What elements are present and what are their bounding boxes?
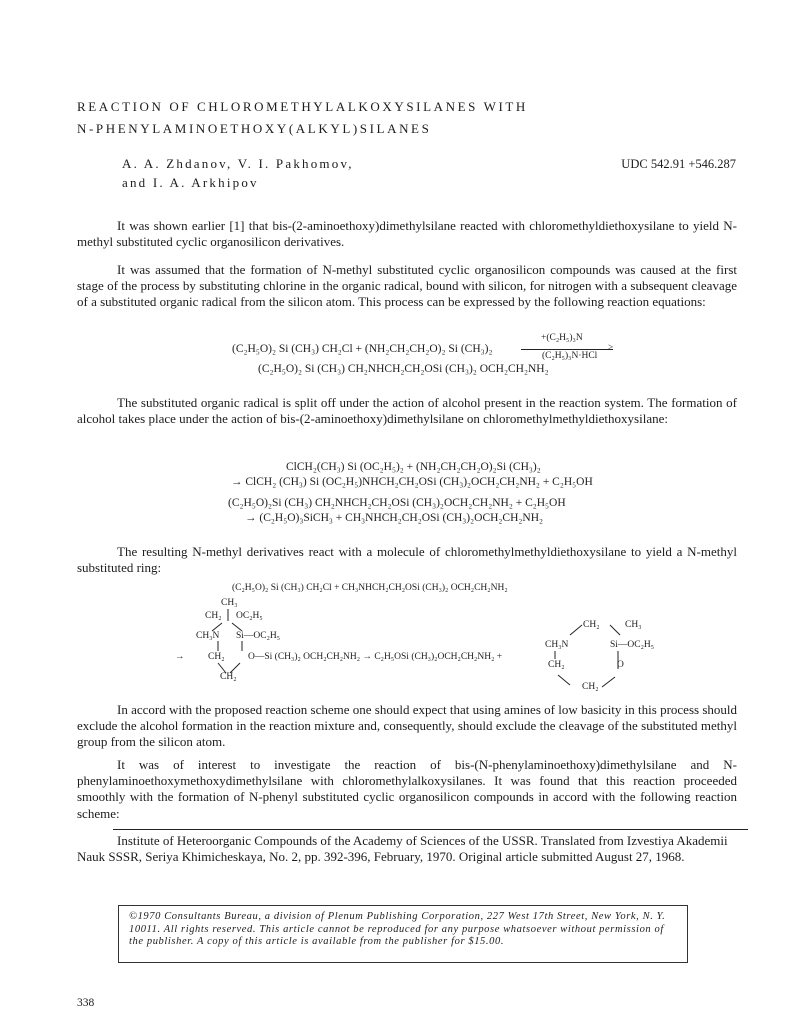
ring2-ch2b: CH₂ xyxy=(548,660,565,670)
copyright-text: ©1970 Consultants Bureau, a division of Plenum Publishing Corporation, 227 West 17th Street, New York, N. Y. 10011. All rights reserved. This article cannot be reproduced for any purpose whatsoever without permission of the publisher. A copy of this article is available from the publisher for $15.00. xyxy=(129,911,666,947)
equation-1-reactants: (C₂H₅O)₂ Si (CH₃) CH₂Cl + (NH₂CH₂CH₂O)₂ Si (CH₃)₂ xyxy=(232,343,493,355)
ring2-si: Si—OC₂H₅ xyxy=(610,640,655,650)
ring-ch3-label: CH₃ xyxy=(221,598,238,608)
paragraph-5: In accord with the proposed reaction scheme one should expect that using amines of low basicity in this process should exclude the alcohol formation in the reaction mixture and, consequently, should exclude the cleavage of the substituted methyl group from the silicon atom. xyxy=(77,702,737,750)
equation-2-reactants: ClCH₂(CH₃) Si (OC₂H₅)₂ + (NH₂CH₂CH₂O)₂Si (CH₃)₂ xyxy=(286,461,541,473)
equation-1-product: (C₂H₅O)₂ Si (CH₃) CH₂NHCH₂CH₂OSi (CH₃)₂ OCH₂CH₂NH₂ xyxy=(258,363,549,375)
paragraph-6: It was of interest to investigate the reaction of bis-(N-phenylaminoethoxy)dimethylsilane and N-phenylaminoethoxymethoxydimethylsilane with chloromethylalkoxysilanes. It was found that this reaction proceeded smoothly with the formation of N-phenyl substituted cyclic organosilicon compounds in accord with the following reaction scheme: xyxy=(77,757,737,821)
ring2-ch3n: CH₃N xyxy=(545,640,569,650)
affiliation-footnote: Institute of Heteroorganic Compounds of the Academy of Sciences of the USSR. Translated from Izvestiya Akademii Nauk SSSR, Seriya Khimicheskaya, No. 2, pp. 392-396, February, 1970. Original article submitted August 27, 1968. xyxy=(77,833,728,864)
page-number: 338 xyxy=(77,997,95,1009)
equation-1-reagent: +(C₂H₅)₃N xyxy=(541,333,583,343)
ring2-o: O xyxy=(617,660,624,670)
authors xyxy=(122,154,354,192)
ring2-ch2c: CH₂ xyxy=(582,682,599,692)
equation-3-reactants: (C₂H₅O)₂Si (CH₃) CH₂NHCH₂CH₂OSi (CH₃)₂OCH₂CH₂NH₂ + C₂H₅OH xyxy=(228,497,566,509)
authors-line-1: A. A. Zhdanov, V. I. Pakhomov, xyxy=(122,156,354,171)
ring2-ch3: CH₃ xyxy=(625,620,642,630)
copyright-box xyxy=(118,905,688,963)
ring-ch2-last: CH₂ xyxy=(220,672,237,682)
udc-code: UDC 542.91 +546.287 xyxy=(621,157,736,171)
ring2-ch2: CH₂ xyxy=(583,620,600,630)
equation-1-arrow xyxy=(521,349,613,350)
ring-oc2h5-top: OC₂H₅ xyxy=(236,611,263,621)
footnote-rule xyxy=(113,829,748,830)
ring-reaction-arrow: → xyxy=(175,652,185,662)
equation-4-reactants: (C₂H₅O)₂ Si (CH₃) CH₂Cl + CH₃NHCH₂CH₂OSi (CH₃)₂ OCH₂CH₂NH₂ xyxy=(232,583,508,593)
equation-2-products: → ClCH₂ (CH₃) Si (OC₂H₅)NHCH₂CH₂OSi (CH₃)₂OCH₂CH₂NH₂ + C₂H₅OH xyxy=(231,476,593,488)
ring-ch2-top: CH₂ xyxy=(205,611,222,621)
ring-o-si-chain: O—Si (CH₃)₂ OCH₂CH₂NH₂ → C₂H₅OSi (CH₃)₂OCH₂CH₂NH₂ + xyxy=(248,652,503,662)
ring-si-oc2h5: Si—OC₂H₅ xyxy=(236,631,281,641)
title-line-1: REACTION OF CHLOROMETHYLALKOXYSILANES WITH xyxy=(77,99,528,114)
article-title xyxy=(77,96,737,140)
paragraph-2: It was assumed that the formation of N-methyl substituted cyclic organosilicon compounds was caused at the first stage of the process by substituting chlorine in the organic radical, bound with silicon, for nitrogen with a subsequent cleavage of a substituted organic radical from the silicon atom. This process can be expressed by the following reaction equations: xyxy=(77,262,737,310)
paragraph-4: The resulting N-methyl derivatives react with a molecule of chloromethylmethyldiethoxysilane to yield a N-methyl substituted ring: xyxy=(77,544,737,576)
equation-1-arrowhead: > xyxy=(608,342,614,352)
authors-line-2: and I. A. Arkhipov xyxy=(122,175,259,190)
paragraph-1: It was shown earlier [1] that bis-(2-aminoethoxy)dimethylsilane reacted with chloromethyldiethoxysilane to yield N-methyl substituted cyclic organosilicon derivatives. xyxy=(77,218,737,250)
equation-1-byproduct: (C₂H₅)₃N·HCl xyxy=(542,351,598,361)
paragraph-3: The substituted organic radical is split off under the action of alcohol present in the reaction system. The formation of alcohol takes place under the action of bis-(2-aminoethoxy)dimethylsilane on chloromethylmethyldiethoxysilane: xyxy=(77,395,737,427)
equation-3-products: → (C₂H₅O)₃SiCH₃ + CH₃NHCH₂CH₂OSi (CH₃)₂OCH₂CH₂NH₂ xyxy=(245,512,544,524)
ring-ch2-bottom: CH₂ xyxy=(208,652,225,662)
title-line-2: N-PHENYLAMINOETHOXY(ALKYL)SILANES xyxy=(77,121,432,136)
ring-ch3n: CH₃N xyxy=(196,631,220,641)
